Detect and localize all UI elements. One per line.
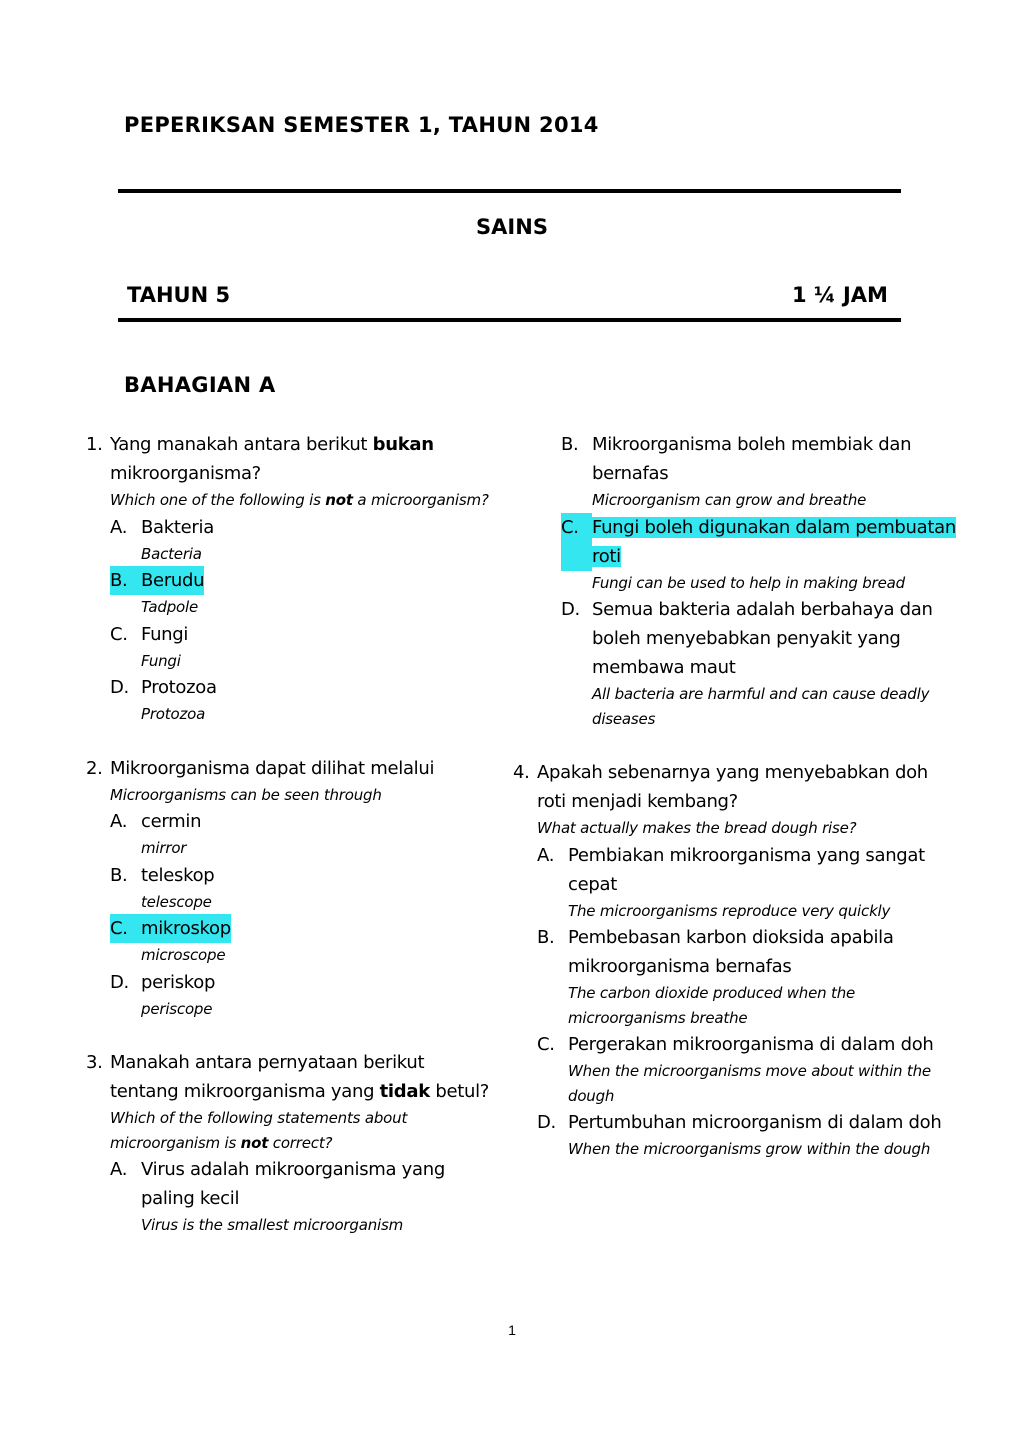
question-number: 1. [86,434,103,455]
option-b: B. Pembebasan karbon dioksida apabila mikroorganisma bernafas The carbon dioxide produced when the microorganisms breathe [537,923,957,1030]
option-text: Berudu [141,570,205,591]
option-a: A. Bakteria Bacteria [110,513,496,567]
exam-title: PEPERIKSAN SEMESTER 1, TAHUN 2014 [124,113,599,137]
option-text: Bakteria [141,516,214,538]
option-b: B. teleskop telescope [110,861,496,915]
question-2 [86,754,496,1022]
option-translation: All bacteria are harmful and can cause deadly diseases [592,685,930,728]
subject-title: SAINS [476,215,548,239]
option-text: mikroskop [141,918,231,939]
option-translation: Fungi can be used to help in making bread [592,573,905,592]
answer-highlight: C. mikroskop [110,914,231,943]
top-divider [118,189,901,193]
option-text: periskop [141,971,216,993]
option-text: Virus adalah mikroorganisma yang paling kecil [141,1159,445,1209]
question-translation: Which of the following statements about microorganism is not correct? [110,1109,408,1152]
option-d: D. periskop periscope [110,968,496,1022]
option-translation: The microorganisms reproduce very quickly [568,901,891,920]
option-text: cermin [141,811,202,832]
right-column [513,430,957,1162]
option-d: D. Pertumbuhan microorganism di dalam doh When the microorganisms grow within the dough [537,1108,957,1162]
duration-label: 1 ¼ JAM [792,283,888,307]
bottom-divider [118,318,901,322]
option-translation: The carbon dioxide produced when the microorganisms breathe [568,984,856,1027]
option-translation: microscope [141,946,226,964]
option-text: Pergerakan mikroorganisma di dalam doh [568,1034,934,1055]
page-number: 1 [508,1322,516,1338]
option-translation: telescope [141,892,212,911]
option-list [110,513,496,727]
option-translation: Tadpole [141,598,198,616]
answer-highlight: B. Berudu [110,566,204,595]
option-c: C. Pergerakan mikroorganisma di dalam doh When the microorganisms move about within the dough [537,1030,957,1108]
option-text: Pembebasan karbon dioksida apabila mikroorganisma bernafas [568,927,894,977]
option-translation: Protozoa [141,705,206,723]
option-text: Pembiakan mikroorganisma yang sangat cepat [568,844,925,895]
option-list [110,807,496,1021]
option-a: A. Pembiakan mikroorganisma yang sangat cepat The microorganisms reproduce very quickly [537,841,957,924]
question-text: Yang manakah antara berikut bukan mikroorganisma? [110,434,434,484]
question-1 [86,430,496,727]
question-number: 3. [86,1052,103,1073]
question-4 [513,758,957,1162]
option-text: Mikroorganisma boleh membiak dan bernafas [592,434,912,484]
option-b [110,566,496,620]
left-column [86,430,496,1238]
option-text: Fungi [141,623,189,645]
option-translation: mirror [141,839,187,857]
option-list-continued [561,430,957,731]
option-translation: Microorganism can grow and breathe [592,491,867,509]
option-text: Pertumbuhan microorganism di dalam doh [568,1112,942,1133]
question-3 [86,1048,496,1238]
question-text: Mikroorganisma dapat dilihat melalui [110,757,435,779]
option-translation: Fungi [141,651,181,670]
option-text: Protozoa [141,677,217,698]
question-translation: What actually makes the bread dough rise? [537,819,857,837]
question-text: Apakah sebenarnya yang menyebabkan doh roti menjadi kembang? [537,762,928,812]
answer-highlight: Fungi boleh digunakan dalam pembuatan roti [592,516,956,567]
option-translation: Bacteria [141,544,202,563]
question-number: 2. [86,757,103,779]
option-d: D. Protozoa Protozoa [110,673,496,727]
question-translation: Which one of the following is not a microorganism? [110,491,489,509]
option-translation: periscope [141,999,213,1018]
option-c: C. Fungi boleh digunakan dalam pembuatan roti Fungi can be used to help in making bread [561,513,957,596]
option-translation: Virus is the smallest microorganism [141,1216,403,1234]
option-c: C. Fungi Fungi [110,620,496,674]
year-label: TAHUN 5 [127,283,231,307]
option-b: B. Mikroorganisma boleh membiak dan bernafas Microorganism can grow and breathe [561,430,957,513]
option-translation: When the microorganisms move about within the dough [568,1062,931,1105]
option-a: A. cermin mirror [110,807,496,861]
option-a: A. Virus adalah mikroorganisma yang paling kecil Virus is the smallest microorganism [110,1155,496,1238]
question-text: Manakah antara pernyataan berikut tentang mikroorganisma yang tidak betul? [110,1052,490,1102]
question-number: 4. [513,762,530,783]
option-text: teleskop [141,864,215,886]
option-list [110,1155,496,1238]
option-text [592,513,957,571]
option-text: Semua bakteria adalah berbahaya dan boleh menyebabkan penyakit yang membawa maut [592,599,933,678]
option-c [110,914,496,968]
option-list [537,841,957,1162]
option-translation: When the microorganisms grow within the dough [568,1140,931,1158]
section-title: BAHAGIAN A [124,373,276,397]
option-d: D. Semua bakteria adalah berbahaya dan boleh menyebabkan penyakit yang membawa maut All bacteria are harmful and can cause deadly diseases [561,595,957,731]
question-translation: Microorganisms can be seen through [110,785,382,804]
